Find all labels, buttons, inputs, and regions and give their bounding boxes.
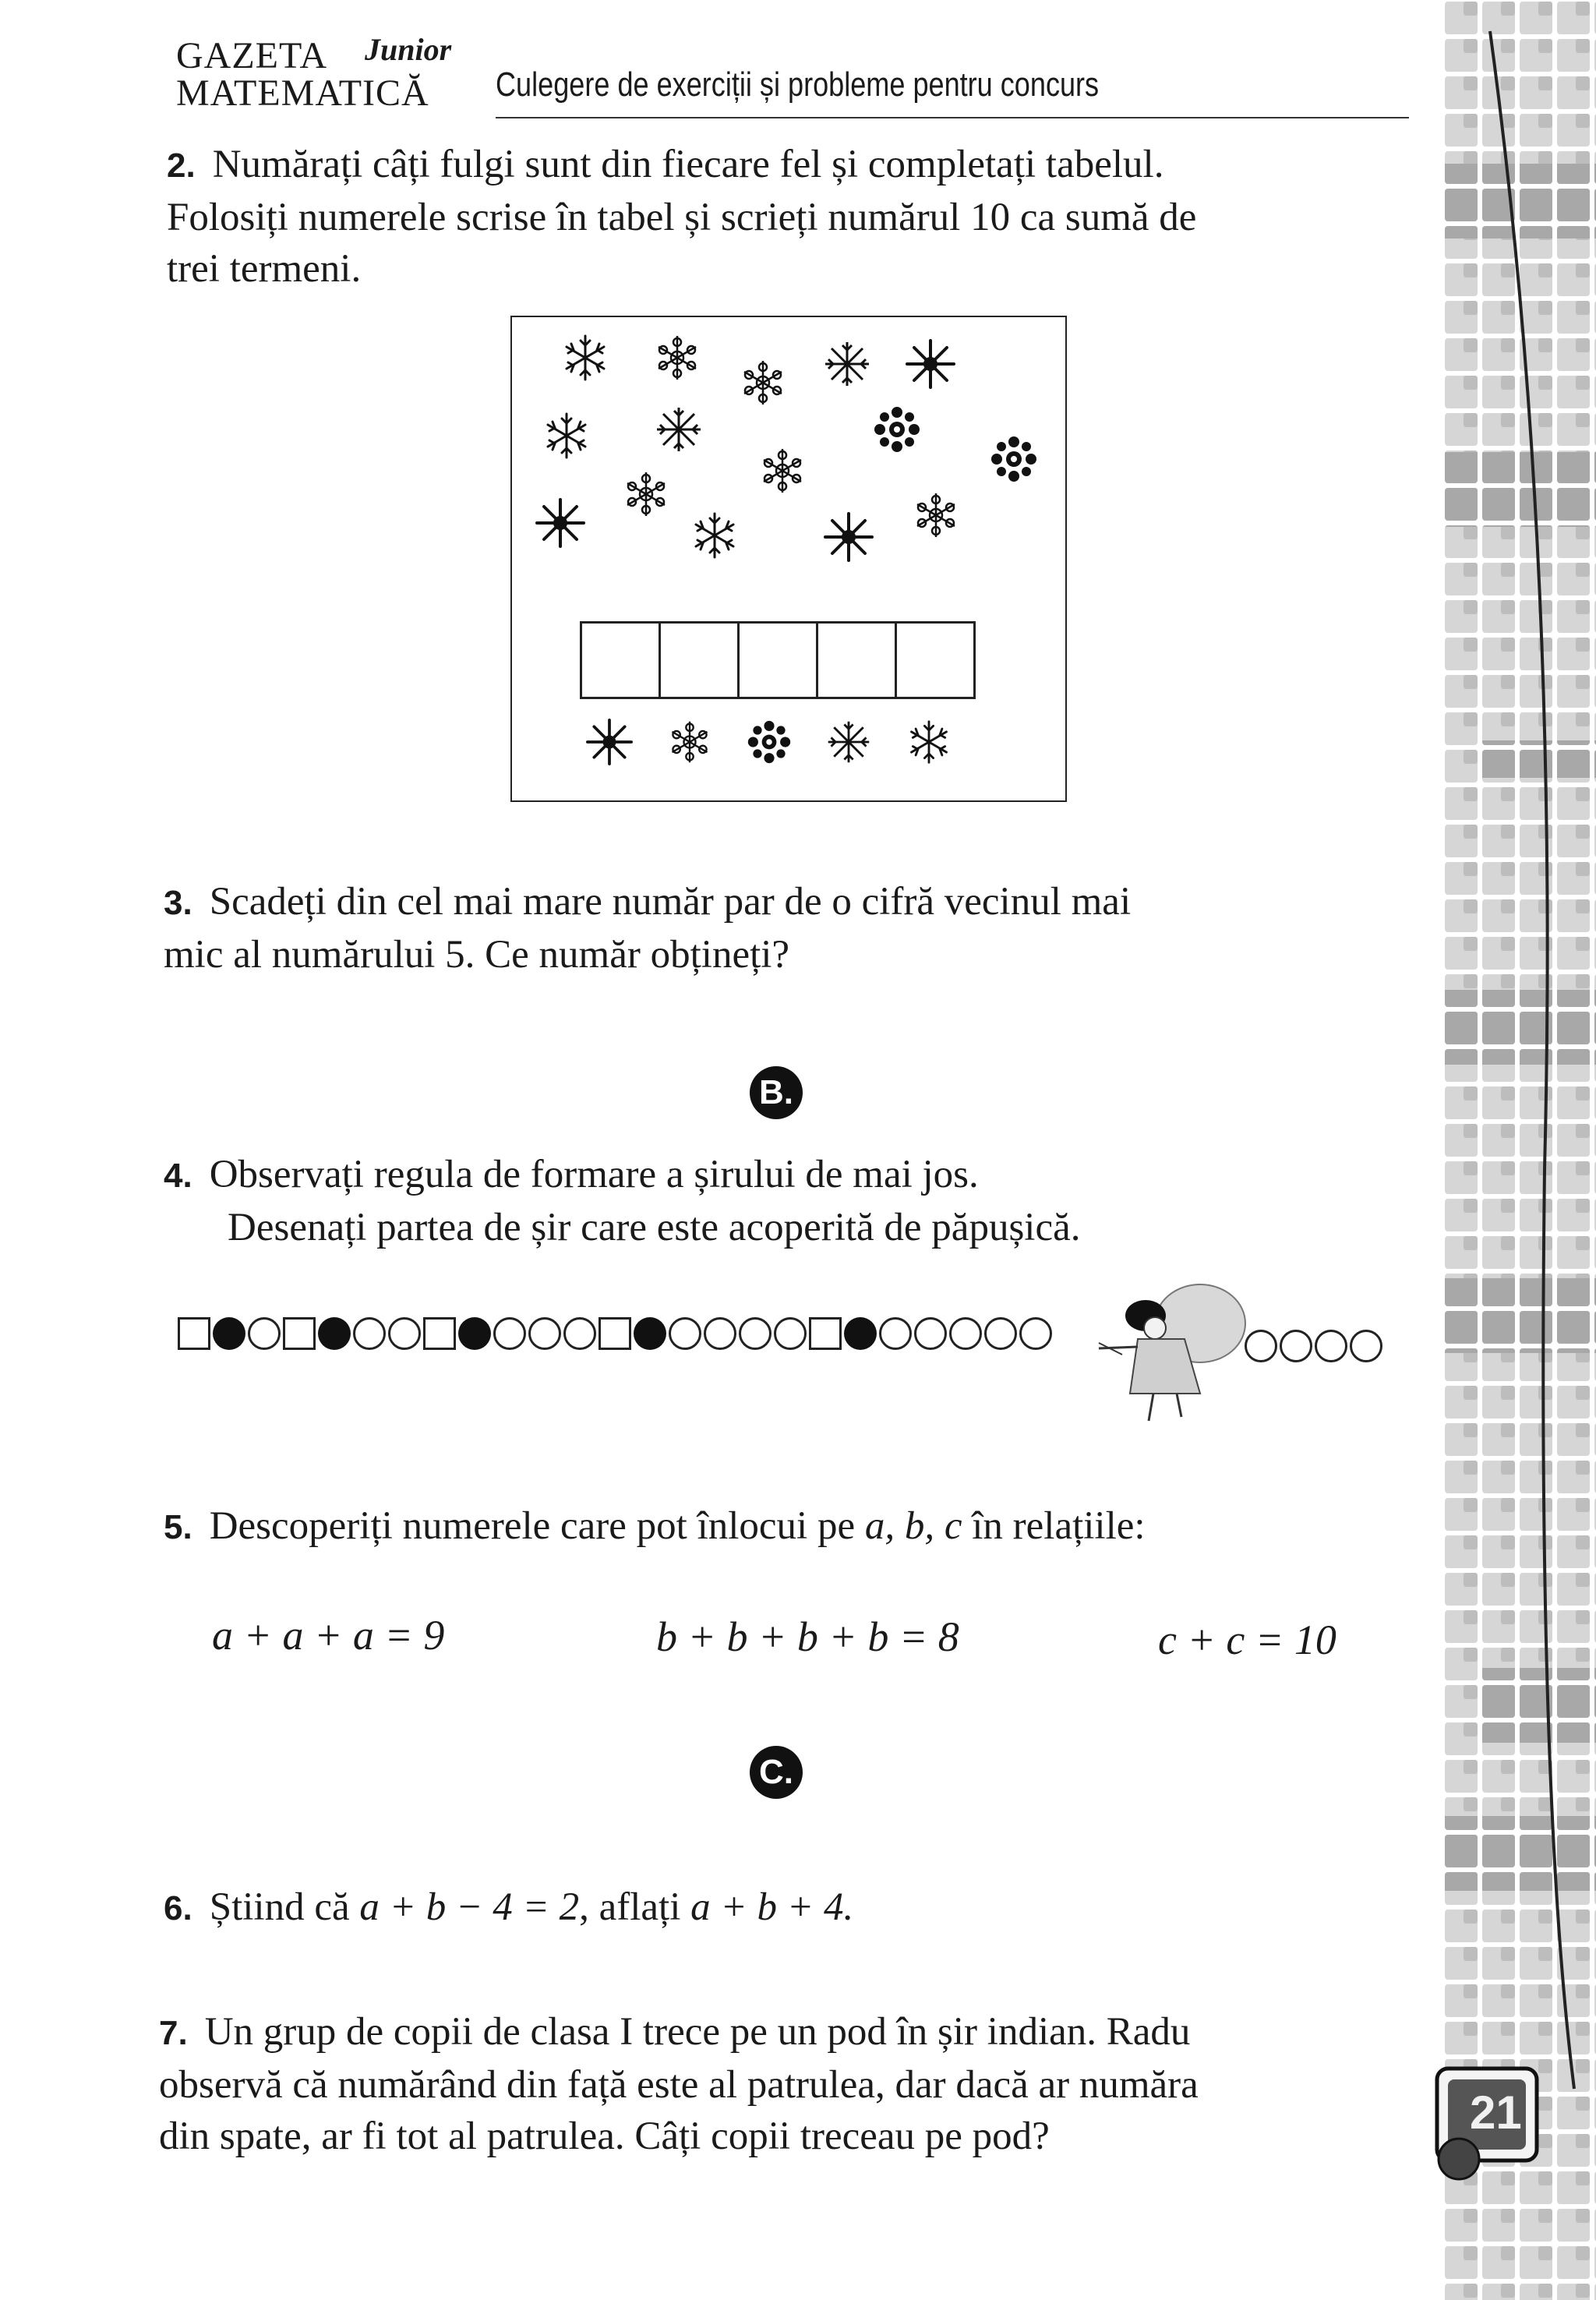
problem-number: 7. [159,2014,188,2052]
page-number: 21 [1470,2086,1522,2139]
empty-circle-shape [914,1317,947,1350]
snowflake-icon [652,333,702,383]
empty-circle-shape [739,1317,772,1350]
equation-a: a + a + a = 9 [212,1612,445,1659]
tally-table [582,621,976,699]
problem-text: Un grup de copii de clasa I trece pe un pod în șir indian. Radu [204,2010,1191,2054]
snowflake-icon [824,512,874,562]
problem-6 [164,1881,1411,1934]
tally-cell[interactable] [895,621,976,699]
filled-circle-shape [458,1317,491,1350]
snowflake-icon [654,405,704,454]
variable-list: a, b, c [864,1504,962,1548]
filled-circle-shape [318,1317,351,1350]
snowflake-icon [542,411,591,461]
title-line-1: GAZETA [176,35,328,76]
snowflake-type-4-icon [825,719,872,765]
empty-circle-shape [1315,1330,1347,1362]
empty-circle-shape [669,1317,701,1350]
problem-number: 5. [164,1508,192,1546]
tally-cell[interactable] [580,621,661,699]
snowflake-icon [560,333,610,383]
square-shape [423,1317,456,1350]
pattern-sequence [178,1317,1054,1350]
equation-c: c + c = 10 [1158,1616,1336,1663]
snowflake-type-3-icon [746,719,793,765]
problem-text: trei termeni. [167,247,362,291]
snowflake-icon [906,339,955,389]
title-line-2: MATEMATICĂ [176,72,429,114]
empty-circle-shape [984,1317,1017,1350]
empty-circle-shape [493,1317,526,1350]
problem-number: 3. [164,884,192,922]
problem-text: Descoperiți numerele care pot înlocui pe [209,1504,865,1548]
snowflake-icon [989,434,1039,484]
square-shape [178,1317,210,1350]
decorative-mosaic-border [1443,0,1596,2300]
section-b-badge: B. [750,1066,803,1119]
problem-text: Scadeți din cel mai mare număr par de o cifră vecinul mai [209,880,1132,924]
square-shape [809,1317,842,1350]
empty-circle-shape [949,1317,982,1350]
asked-expression: a + b + 4. [690,1885,854,1929]
empty-circle-shape [1245,1330,1277,1362]
header-subtitle: Culegere de exerciții și probleme pentru concurs [496,65,1100,104]
filled-circle-shape [844,1317,877,1350]
problem-text: observă că numărând din față este al patrulea, dar dacă ar număra [159,2063,1199,2107]
empty-circle-shape [1350,1330,1382,1362]
tally-cell[interactable] [816,621,897,699]
problem-5 [164,1500,1411,1553]
equation-b: b + b + b + b = 8 [656,1613,959,1660]
snowflake-icon [535,498,585,548]
tally-cell[interactable] [737,621,818,699]
fairy-doll-illustration [1083,1261,1255,1433]
problem-number: 6. [164,1889,192,1927]
problem-7 [159,2006,1421,2162]
problem-number: 2. [167,147,196,185]
snowflake-type-2-icon [666,719,713,765]
snowflake-icon [621,469,671,519]
pattern-sequence-end [1245,1330,1385,1362]
filled-circle-shape [213,1317,245,1350]
problem-text: Desenați partea de șir care este acoperită de păpușică. [228,1206,1081,1249]
header-rule [496,117,1409,118]
empty-circle-shape [1019,1317,1052,1350]
filled-circle-shape [634,1317,666,1350]
square-shape [598,1317,631,1350]
snowflake-icon [690,511,740,560]
snowflake-picture [510,316,1067,802]
problem-text: Folosiți numerele scrise în tabel și scrieți numărul 10 ca sumă de [167,196,1197,239]
empty-circle-shape [248,1317,281,1350]
problem-3 [164,876,1411,980]
empty-circle-shape [563,1317,596,1350]
problem-text: Știind că [209,1885,360,1929]
problem-text: , aflați [579,1885,691,1929]
empty-circle-shape [1280,1330,1312,1362]
problem-text: mic al numărului 5. Ce număr obțineți? [164,933,790,977]
snowflake-type-5-icon [906,719,952,765]
problem-4 [164,1149,1411,1253]
problem-number: 4. [164,1157,192,1195]
empty-circle-shape [388,1317,421,1350]
snowflake-icon [822,339,872,389]
empty-circle-shape [353,1317,386,1350]
section-c-badge: C. [750,1746,803,1799]
empty-circle-shape [879,1317,912,1350]
problem-2 [167,139,1414,295]
page-number-box [1428,2064,1545,2181]
empty-circle-shape [704,1317,736,1350]
empty-circle-shape [528,1317,561,1350]
junior-label: Junior [365,32,452,67]
problem-text: Observați regula de formare a șirului de mai jos. [209,1153,979,1196]
given-equation: a + b − 4 = 2 [359,1885,580,1929]
problem-text: Numărați câți fulgi sunt din fiecare fel și completați tabelul. [212,143,1164,186]
tally-cell[interactable] [659,621,740,699]
snowflake-icon [872,405,922,454]
snowflake-icon [911,490,961,540]
problem-text: din spate, ar fi tot al patrulea. Câți copii treceau pe pod? [159,2115,1050,2158]
square-shape [283,1317,316,1350]
problem-text: în relațiile: [962,1504,1146,1548]
snowflake-icon [738,358,788,408]
snowflake-icon [757,446,807,496]
snowflake-type-1-icon [586,719,633,765]
empty-circle-shape [774,1317,807,1350]
